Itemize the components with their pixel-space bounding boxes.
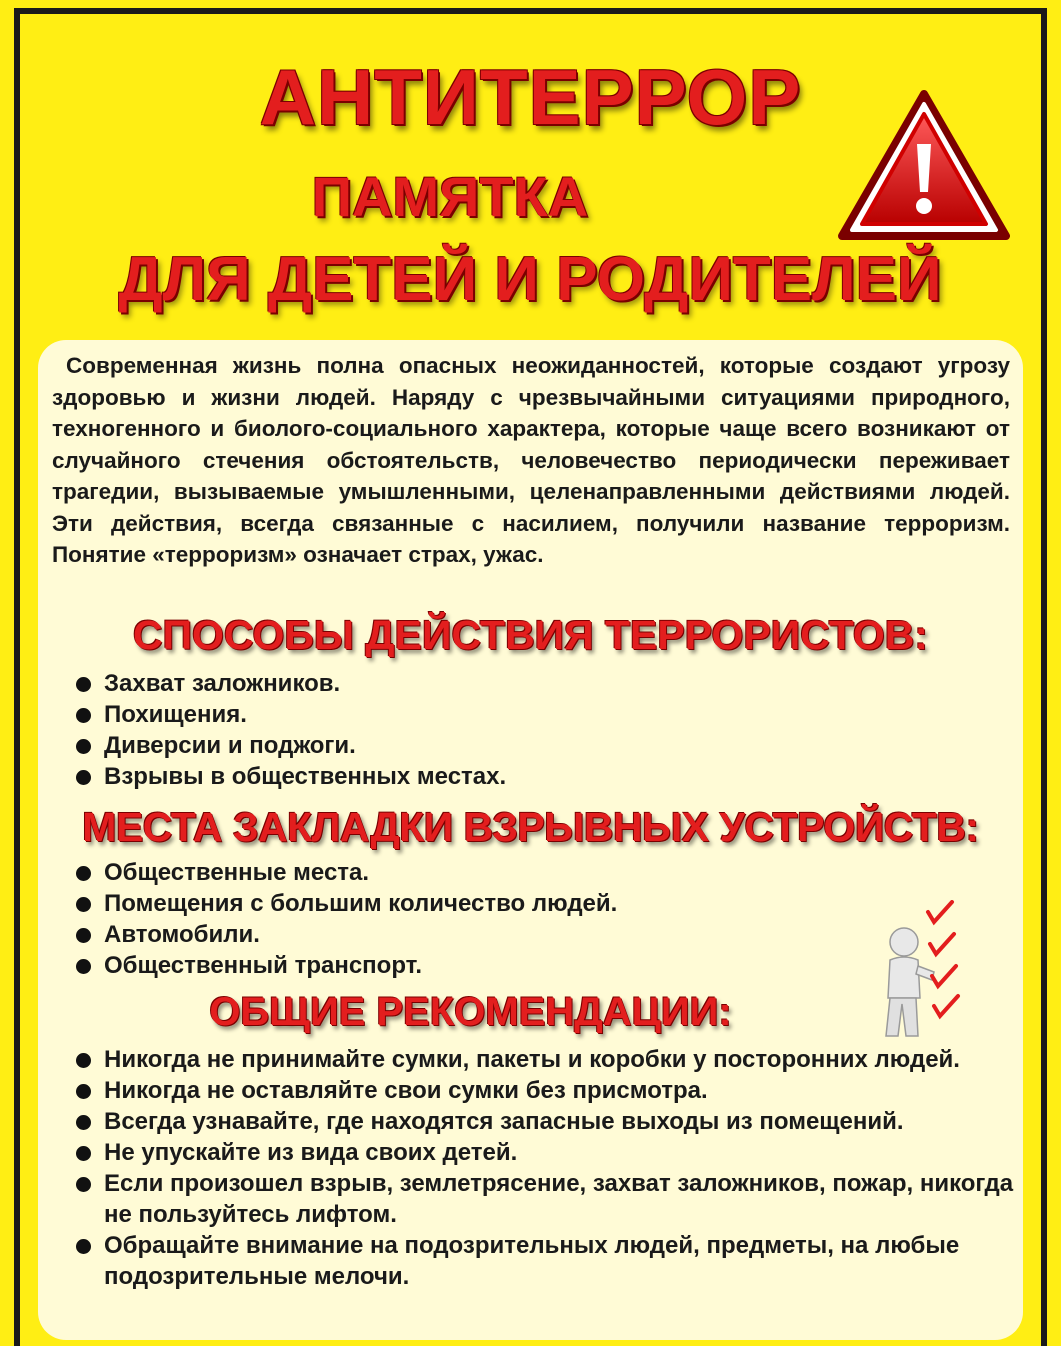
list-item: Общественные места. — [74, 857, 617, 888]
poster-audience: ДЛЯ ДЕТЕЙ И РОДИТЕЛЕЙ — [118, 245, 942, 314]
recommendations-list — [74, 1044, 1024, 1292]
list-item: Не упускайте из вида своих детей. — [74, 1137, 1024, 1168]
poster-title: АНТИТЕРРОР — [259, 53, 802, 141]
list-item: Похищения. — [74, 699, 506, 730]
list-item: Автомобили. — [74, 919, 617, 950]
intro-text: Современная жизнь полна опасных неожиданностей, которые создают угрозу здоровью и жизни людей. Наряду с чрезвычайными ситуациями природного, техногенного и биолого-социального характера, которые чаще всего возникают от случайного стечения обстоятельств, человечество периодически переживает трагедии, вызываемые умышленными, целенаправленными действиями людей. Эти действия, всегда связанные с насилием, получили название терроризм. Понятие «терроризм» означает страх, ужас. — [52, 353, 1010, 567]
list-item: Всегда узнавайте, где находятся запасные выходы из помещений. — [74, 1106, 1024, 1137]
list-item: Никогда не оставляйте свои сумки без присмотра. — [74, 1075, 1024, 1106]
list-item: Захват заложников. — [74, 668, 506, 699]
section-title-places: МЕСТА ЗАКЛАДКИ ВЗРЫВНЫХ УСТРОЙСТВ: — [82, 804, 979, 850]
places-list — [74, 857, 617, 981]
poster-subtitle: ПАМЯТКА — [311, 165, 589, 228]
warning-triangle-icon — [838, 88, 1010, 243]
section-title-recommendations: ОБЩИЕ РЕКОМЕНДАЦИИ: — [209, 990, 732, 1034]
list-item: Взрывы в общественных местах. — [74, 761, 506, 792]
list-item: Если произошел взрыв, землетрясение, захват заложников, пожар, никогда не пользуйтесь лифтом. — [74, 1168, 1024, 1230]
list-item: Никогда не принимайте сумки, пакеты и коробки у посторонних людей. — [74, 1044, 1024, 1075]
list-item: Помещения с большим количество людей. — [74, 888, 617, 919]
section-title-methods: СПОСОБЫ ДЕЙСТВИЯ ТЕРРОРИСТОВ: — [132, 612, 929, 658]
list-item: Обращайте внимание на подозрительных людей, предметы, на любые подозрительные мелочи. — [74, 1230, 1024, 1292]
methods-list — [74, 668, 506, 792]
list-item: Диверсии и поджоги. — [74, 730, 506, 761]
list-item: Общественный транспорт. — [74, 950, 617, 981]
